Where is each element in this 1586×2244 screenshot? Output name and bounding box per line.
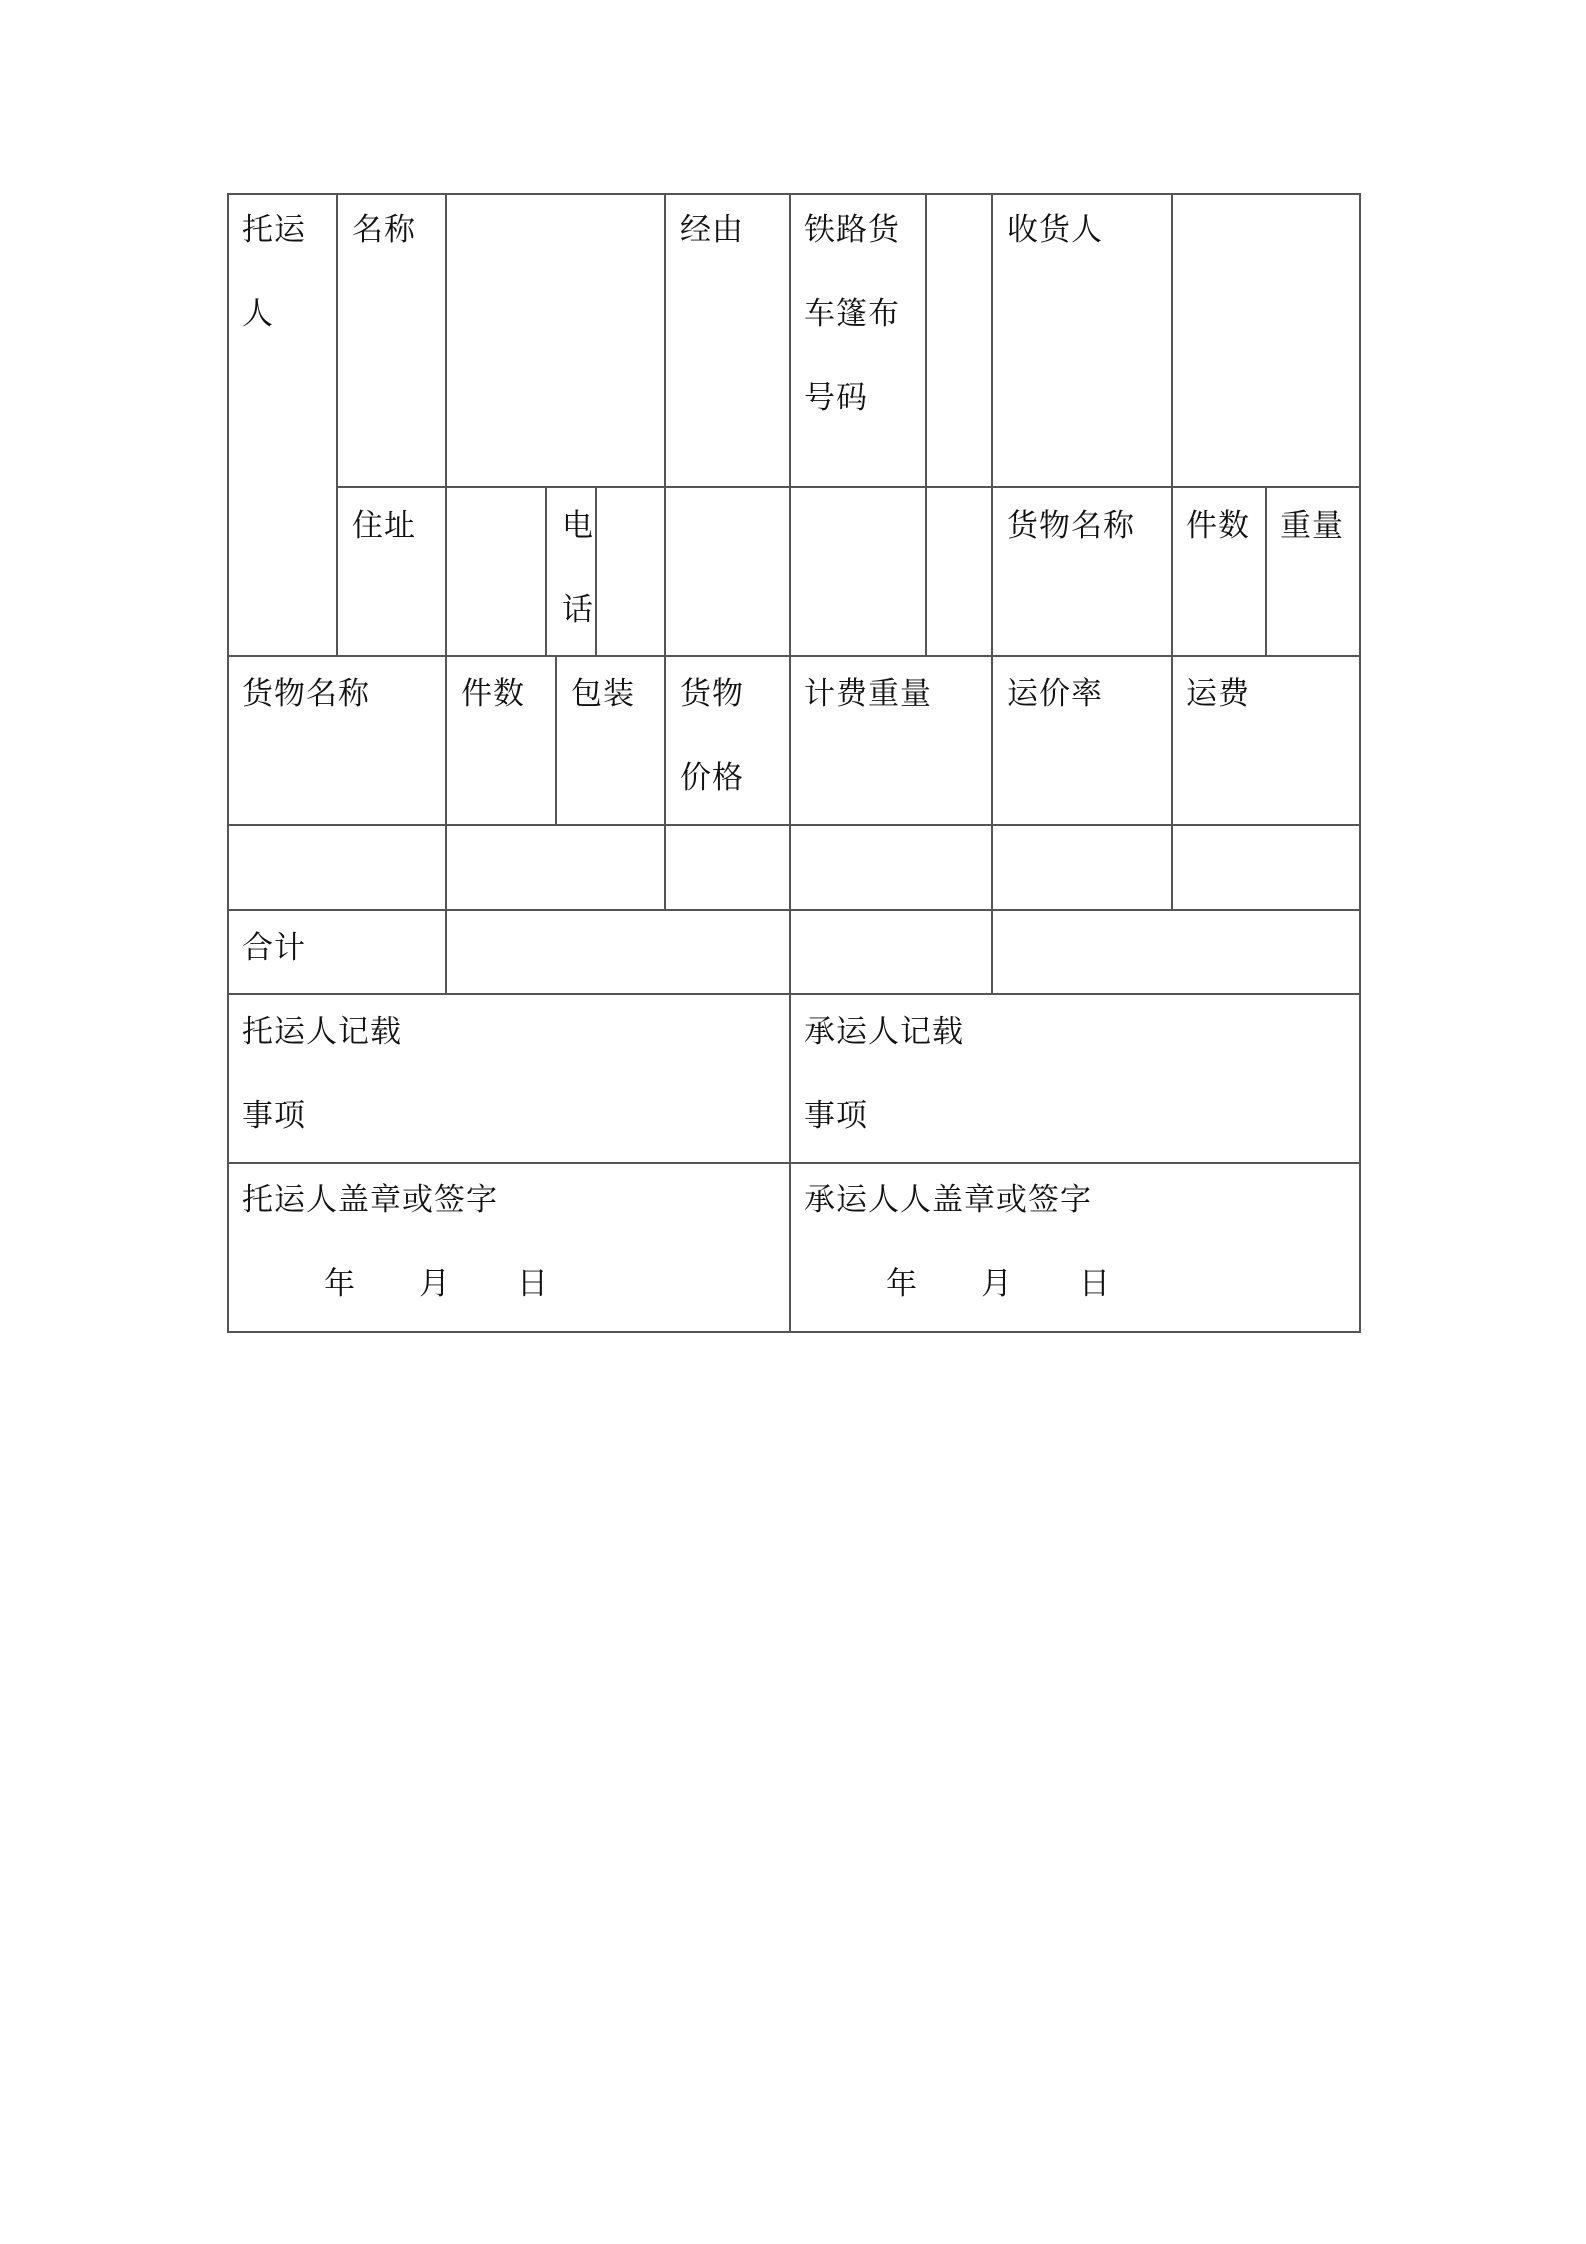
cargo-price-header-line2: 价格 — [680, 760, 744, 796]
shipper-date-year: 年 — [324, 1266, 356, 1302]
col-divider-weight — [1265, 486, 1267, 656]
cargo-package-header: 包装 — [571, 676, 635, 712]
col-divider-sign — [789, 1162, 791, 1333]
col-divider-consignee — [991, 193, 993, 994]
carrier-date-year: 年 — [886, 1266, 918, 1302]
freight-header: 运费 — [1186, 676, 1250, 712]
col-divider-phone-value — [595, 486, 597, 656]
carrier-sign-label: 承运人人盖章或签字 — [804, 1182, 1092, 1218]
consignee-cargo-weight-label: 重量 — [1280, 508, 1344, 544]
shipper-sign-label: 托运人盖章或签字 — [242, 1182, 498, 1218]
cargo-count-header: 件数 — [461, 676, 525, 712]
row-divider-total — [227, 909, 1361, 911]
consignee-cargo-name-label: 货物名称 — [1007, 508, 1135, 544]
row-divider-cargo-row — [227, 824, 1361, 826]
tarp-label-line3: 号码 — [804, 380, 868, 416]
freight-rate-header: 运价率 — [1007, 676, 1103, 712]
route-label: 经由 — [680, 212, 744, 248]
shipper-phone-label-line1: 电 — [562, 508, 594, 544]
shipper-address-label: 住址 — [352, 508, 416, 544]
tarp-label-line1: 铁路货 — [804, 212, 900, 248]
carrier-date-month: 月 — [981, 1266, 1013, 1302]
col-divider-package — [555, 655, 557, 825]
shipper-label-line2: 人 — [242, 296, 274, 332]
cargo-name-header: 货物名称 — [242, 676, 370, 712]
consignee-cargo-count-label: 件数 — [1186, 508, 1250, 544]
col-divider-consignee-value — [1171, 193, 1173, 910]
total-label: 合计 — [242, 930, 306, 966]
col-divider-address-value — [545, 486, 547, 656]
col-divider-name-value — [445, 193, 447, 994]
shipper-notes-label-line2: 事项 — [242, 1098, 306, 1134]
cargo-price-header-line1: 货物 — [680, 676, 744, 712]
consignee-label: 收货人 — [1007, 212, 1103, 248]
shipper-phone-label-line2: 话 — [562, 592, 594, 628]
tarp-label-line2: 车篷布 — [804, 296, 900, 332]
billing-weight-header: 计费重量 — [804, 676, 932, 712]
shipper-notes-label-line1: 托运人记载 — [242, 1014, 402, 1050]
col-divider-route — [664, 193, 666, 910]
shipper-name-label: 名称 — [352, 212, 416, 248]
table-border-bottom — [227, 1331, 1361, 1333]
col-divider-shipper — [336, 193, 338, 656]
carrier-notes-label-line2: 事项 — [804, 1098, 868, 1134]
col-divider-tarp-value — [925, 193, 927, 656]
shipper-date-month: 月 — [419, 1266, 451, 1302]
shipper-label-line1: 托运 — [242, 212, 306, 248]
carrier-notes-label-line1: 承运人记载 — [804, 1014, 964, 1050]
carrier-date-day: 日 — [1079, 1266, 1111, 1302]
shipper-date-day: 日 — [517, 1266, 549, 1302]
